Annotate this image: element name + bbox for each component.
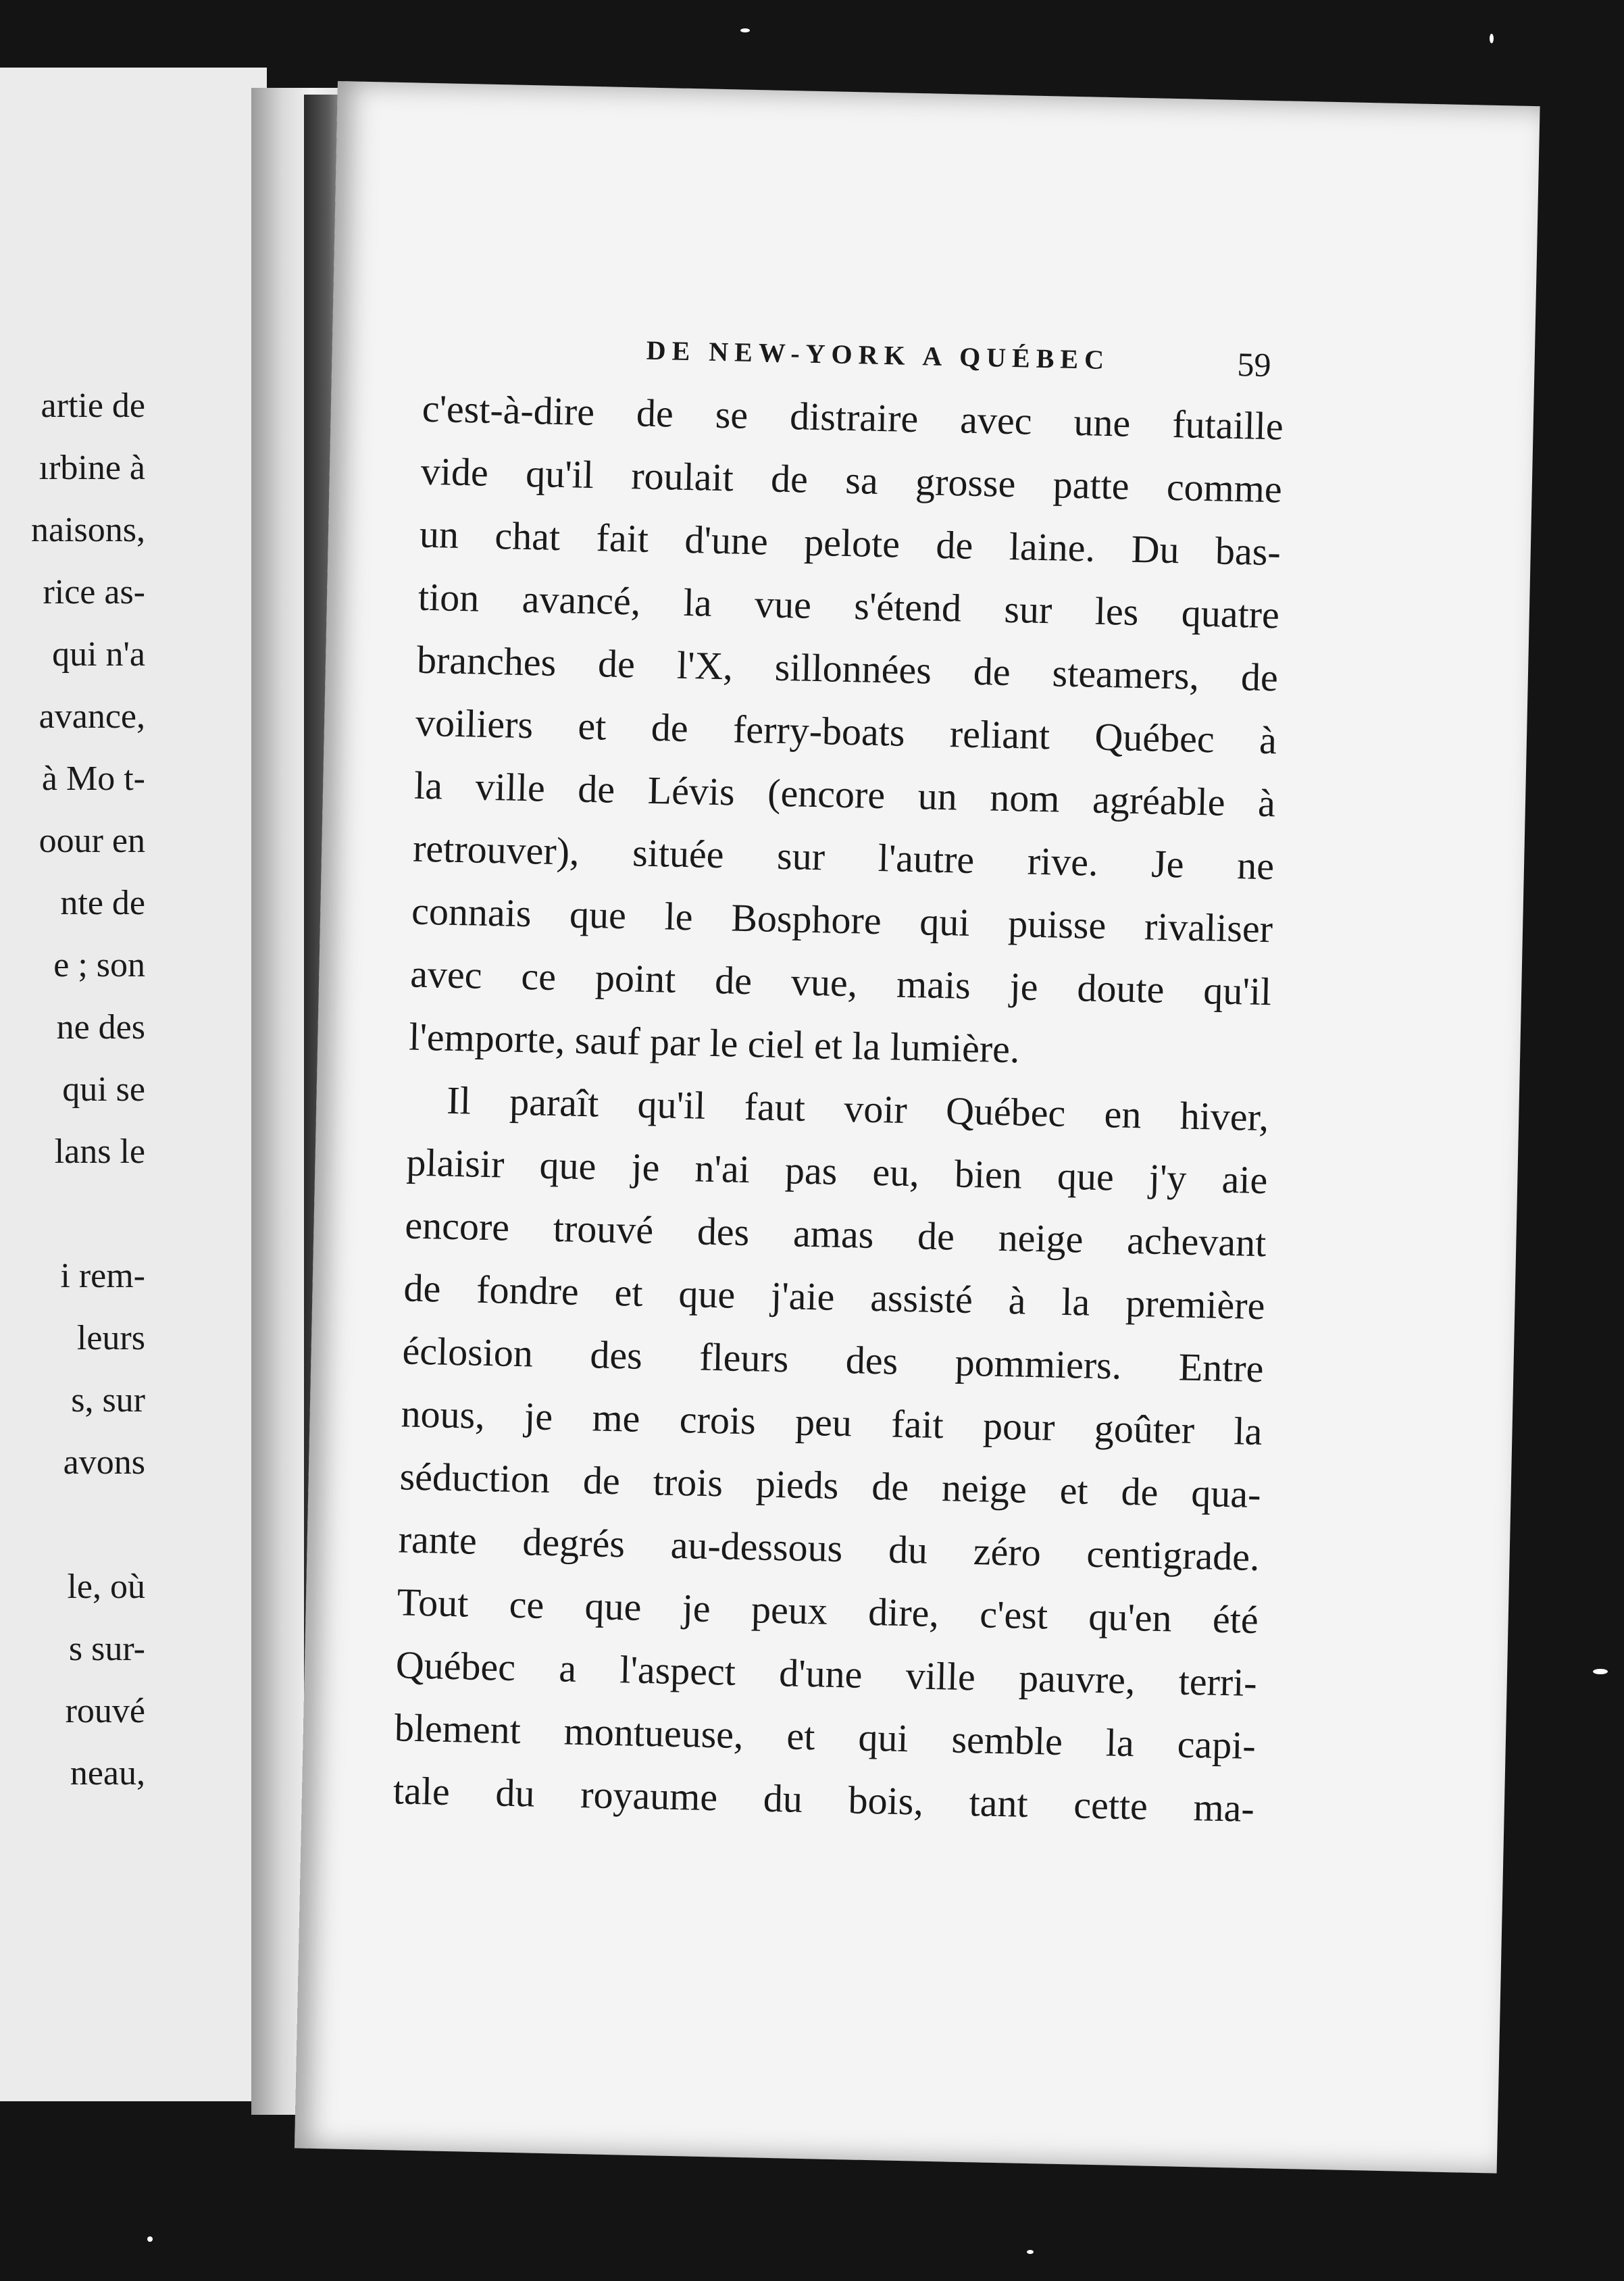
- left-line: le, où: [67, 1568, 145, 1606]
- left-line: qui se: [62, 1070, 145, 1109]
- text-line: connais que le Bosphore qui puisse rivaliser: [411, 888, 1273, 951]
- text-line: c'est-à-dire de se distraire avec une futaille: [422, 386, 1284, 449]
- left-line: avance,: [39, 697, 145, 736]
- text-line: tion avancé, la vue s'étend sur les quatre: [417, 574, 1280, 637]
- body-text: [392, 377, 1284, 1840]
- left-line: s, sur: [71, 1381, 145, 1420]
- left-line: rouvé: [65, 1692, 145, 1730]
- left-line: s sur-: [68, 1630, 145, 1668]
- left-line: e ; son: [53, 946, 145, 984]
- left-line: neau,: [70, 1754, 145, 1793]
- text-line: Tout ce que je peux dire, c'est qu'en été: [397, 1580, 1259, 1643]
- text-line: un chat fait d'une pelote de laine. Du bas-: [419, 511, 1282, 574]
- left-line: ırbine à: [39, 449, 145, 487]
- left-line: artie de: [41, 386, 145, 425]
- left-line: [31, 1183, 145, 1245]
- left-line: i rem-: [60, 1257, 145, 1295]
- left-line: rice as-: [43, 573, 145, 611]
- text-line: voiliers et de ferry-boats reliant Québec à: [415, 700, 1277, 763]
- text-line: Québec a l'aspect d'une ville pauvre, terri-: [395, 1643, 1258, 1705]
- text-line: encore trouvé des amas de neige achevant: [404, 1203, 1267, 1265]
- left-line: qui n'a: [52, 635, 145, 674]
- running-head: DE NEW-YORK A QUÉBEC: [646, 334, 1111, 376]
- text-line: blement montueuse, et qui semble la capi-: [394, 1705, 1257, 1768]
- dust-speck: [147, 2236, 153, 2242]
- text-line: séduction de trois pieds de neige et de qua-: [399, 1454, 1262, 1517]
- dust-speck: [1593, 1669, 1608, 1674]
- left-line: à Mo t-: [41, 759, 145, 798]
- left-line: [31, 1494, 145, 1556]
- left-line: lans le: [54, 1132, 145, 1171]
- text-line: l'emporte, sauf par le ciel et la lumière.: [408, 1014, 1021, 1072]
- page-number: 59: [1236, 345, 1272, 384]
- left-line: avons: [63, 1443, 145, 1482]
- left-page: [0, 68, 267, 2101]
- text-line: branches de l'X, sillonnées de steamers, de: [416, 637, 1279, 700]
- dust-speck: [1027, 2250, 1034, 2254]
- text-line: éclosion des fleurs des pommiers. Entre: [401, 1328, 1265, 1391]
- left-line: naisons,: [31, 511, 145, 549]
- left-line: oour en: [39, 822, 145, 860]
- text-line: tale du royaume du bois, tant cette ma-: [392, 1768, 1255, 1830]
- dust-speck: [740, 28, 750, 32]
- text-line: de fondre et que j'aie assisté à la première: [403, 1265, 1266, 1328]
- text-line: la ville de Lévis (encore un nom agréable à: [413, 763, 1276, 826]
- left-line: nte de: [60, 884, 145, 922]
- text-line: avec ce point de vue, mais je doute qu'il: [409, 951, 1272, 1014]
- left-page-text: [31, 375, 145, 1805]
- text-line: Il paraît qu'il faut voir Québec en hiver,: [446, 1078, 1269, 1140]
- text-line: plaisir que je n'ai pas eu, bien que j'y aie: [405, 1140, 1268, 1203]
- left-line: ne des: [56, 1008, 145, 1047]
- dust-speck: [1490, 34, 1494, 43]
- left-line: leurs: [76, 1319, 145, 1357]
- text-line: vide qu'il roulait de sa grosse patte comme: [420, 449, 1283, 511]
- text-line: nous, je me crois peu fait pour goûter la: [401, 1391, 1263, 1454]
- text-line: retrouver), située sur l'autre rive. Je ne: [412, 826, 1275, 888]
- text-line: rante degrés au-dessous du zéro centigrade.: [398, 1517, 1261, 1580]
- right-page: [295, 81, 1540, 2174]
